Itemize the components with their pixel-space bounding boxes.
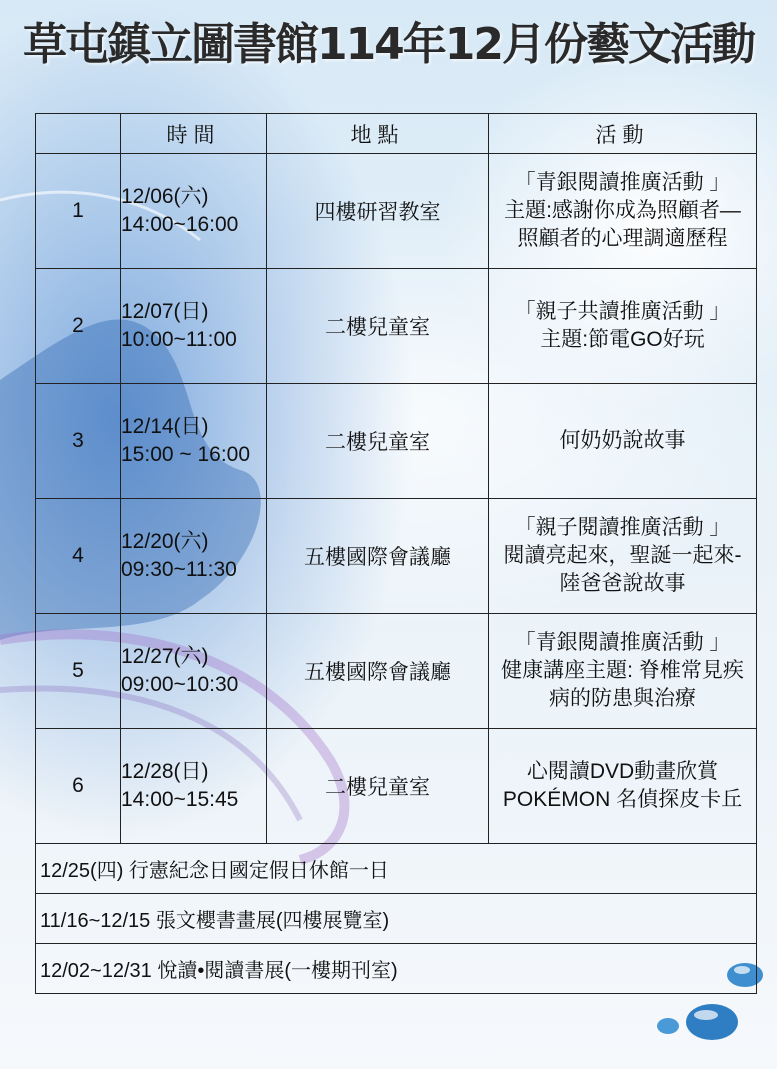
row-time	[121, 729, 267, 844]
row-activity	[489, 729, 757, 844]
row-place: 四樓研習教室	[267, 154, 489, 269]
row-time	[121, 269, 267, 384]
row-date: 12/06(六)	[121, 185, 209, 208]
activity-line: 「親子閱讀推廣活動 」	[514, 516, 731, 539]
header-place: 地點	[267, 114, 489, 154]
note-row	[36, 894, 757, 944]
row-hours: 15:00 ~ 16:00	[121, 443, 251, 466]
row-number: 6	[36, 729, 121, 844]
row-place: 五樓國際會議廳	[267, 614, 489, 729]
row-hours: 14:00~15:45	[121, 788, 239, 811]
activity-line: 「親子共讀推廣活動 」	[514, 300, 731, 323]
activity-line: 心閱讀DVD動畫欣賞	[526, 760, 719, 783]
row-date: 12/28(日)	[121, 760, 209, 783]
header-time: 時間	[121, 114, 267, 154]
activity-line: 「青銀閱讀推廣活動 」	[514, 631, 731, 654]
row-time	[121, 154, 267, 269]
row-date: 12/27(六)	[121, 645, 209, 668]
table-row	[36, 269, 757, 384]
table-header-row	[36, 114, 757, 154]
row-hours: 09:30~11:30	[121, 558, 237, 581]
activity-line: 「青銀閱讀推廣活動 」	[514, 171, 731, 194]
schedule-table	[35, 113, 757, 994]
activity-line: 健康講座主題: 脊椎常見疾	[501, 659, 744, 682]
row-hours: 14:00~16:00	[121, 213, 239, 236]
activity-line: POKÉMON 名偵探皮卡丘	[502, 788, 743, 811]
header-activity: 活動	[489, 114, 757, 154]
note-closure: 12/25(四) 行憲紀念日國定假日休館一日	[36, 844, 757, 894]
note-row	[36, 844, 757, 894]
row-number: 4	[36, 499, 121, 614]
row-number: 1	[36, 154, 121, 269]
table-row	[36, 729, 757, 844]
note-book-exhibit: 12/02~12/31 悅讀•閱讀書展(一樓期刊室)	[36, 944, 757, 994]
table-row	[36, 154, 757, 269]
header-number	[36, 114, 121, 154]
row-place: 二樓兒童室	[267, 269, 489, 384]
table-row	[36, 499, 757, 614]
row-time	[121, 499, 267, 614]
row-date: 12/07(日)	[121, 300, 209, 323]
row-activity	[489, 384, 757, 499]
row-activity	[489, 154, 757, 269]
row-hours: 09:00~10:30	[121, 673, 239, 696]
row-activity	[489, 499, 757, 614]
row-number: 5	[36, 614, 121, 729]
row-hours: 10:00~11:00	[121, 328, 237, 351]
activity-line: 照顧者的心理調適歷程	[517, 227, 728, 250]
row-date: 12/14(日)	[121, 415, 209, 438]
row-number: 2	[36, 269, 121, 384]
activity-line: 何奶奶說故事	[559, 429, 686, 452]
row-time	[121, 614, 267, 729]
page-title: 草屯鎮立圖書館114年12月份藝文活動	[22, 19, 755, 70]
row-place: 二樓兒童室	[267, 384, 489, 499]
note-row	[36, 944, 757, 994]
row-place: 二樓兒童室	[267, 729, 489, 844]
activity-line: 主題:感謝你成為照顧者—	[504, 199, 741, 222]
activity-line: 陸爸爸說故事	[559, 572, 686, 595]
note-exhibition: 11/16~12/15 張文櫻書畫展(四樓展覽室)	[36, 894, 757, 944]
activity-line: 病的防患與治療	[549, 687, 696, 710]
row-activity	[489, 269, 757, 384]
activity-line: 閱讀亮起來，聖誕一起來-	[503, 544, 742, 567]
row-number: 3	[36, 384, 121, 499]
row-date: 12/20(六)	[121, 530, 209, 553]
row-place: 五樓國際會議廳	[267, 499, 489, 614]
table-row	[36, 384, 757, 499]
row-time	[121, 384, 267, 499]
activity-line: 主題:節電GO好玩	[540, 328, 705, 351]
row-activity	[489, 614, 757, 729]
table-row	[36, 614, 757, 729]
